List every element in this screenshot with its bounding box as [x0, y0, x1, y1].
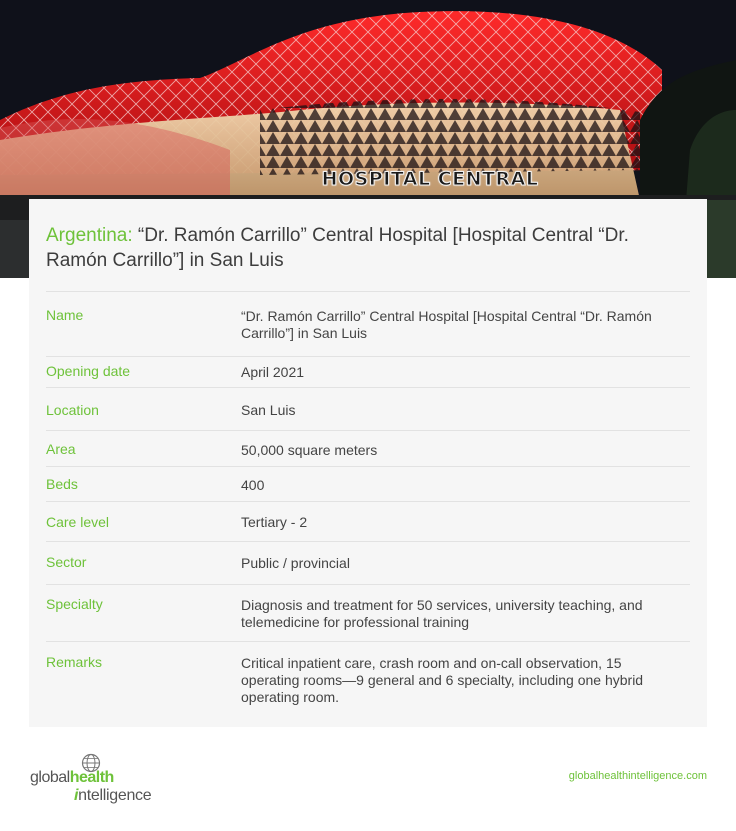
website-link[interactable]: globalhealthintelligence.com [568, 770, 707, 782]
value-remarks: Critical inpatient care, crash room and on-call observation, 15 operating rooms—9 general and 6 specialty, including one hybrid operating room. [241, 655, 644, 705]
value-opening-date: April 2021 [241, 364, 305, 380]
value-area: 50,000 square meters [241, 442, 378, 458]
row-beds [46, 467, 690, 502]
row-opening-date [46, 357, 690, 388]
info-card [29, 199, 707, 727]
row-area [46, 431, 690, 467]
logo-line-intelligence [74, 787, 151, 805]
row-sector [46, 542, 690, 585]
card-title [46, 223, 686, 273]
hospital-sign: HOSPITAL CENTRAL [321, 168, 539, 190]
logo-word-ntelligence: ntelligence [78, 787, 152, 804]
label-remarks: Remarks [46, 654, 103, 670]
label-specialty: Specialty [46, 596, 103, 612]
logo-word-health: health [69, 769, 114, 786]
details-table [46, 291, 690, 720]
label-care-level: Care level [46, 514, 110, 530]
label-sector: Sector [46, 554, 87, 570]
row-care-level [46, 502, 690, 542]
title-country: Argentina: [46, 225, 133, 246]
row-location [46, 388, 690, 431]
value-beds: 400 [241, 477, 265, 493]
title-hospital-name: “Dr. Ramón Carrillo” Central Hospital [Hospital Central “Dr. Ramón Carrillo”] in San Luis [46, 225, 629, 271]
value-care-level: Tertiary - 2 [241, 514, 308, 530]
label-beds: Beds [46, 476, 78, 492]
value-specialty: Diagnosis and treatment for 50 services, university teaching, and telemedicine for professional training [241, 597, 643, 630]
row-specialty [46, 585, 690, 642]
value-name: “Dr. Ramón Carrillo” Central Hospital [Hospital Central “Dr. Ramón Carrillo”] in San Luis [241, 308, 652, 341]
label-opening-date: Opening date [46, 363, 131, 379]
logo-word-global: global [30, 769, 70, 786]
label-location: Location [46, 402, 99, 418]
row-remarks [46, 642, 690, 720]
label-area: Area [46, 441, 76, 457]
logo-letter-i: i [74, 787, 79, 804]
global-health-intelligence-logo[interactable] [30, 753, 170, 811]
row-name [46, 292, 690, 357]
value-location: San Luis [241, 402, 296, 418]
value-sector: Public / provincial [241, 555, 350, 571]
label-name: Name [46, 307, 84, 323]
logo-line-global-health [30, 769, 114, 787]
